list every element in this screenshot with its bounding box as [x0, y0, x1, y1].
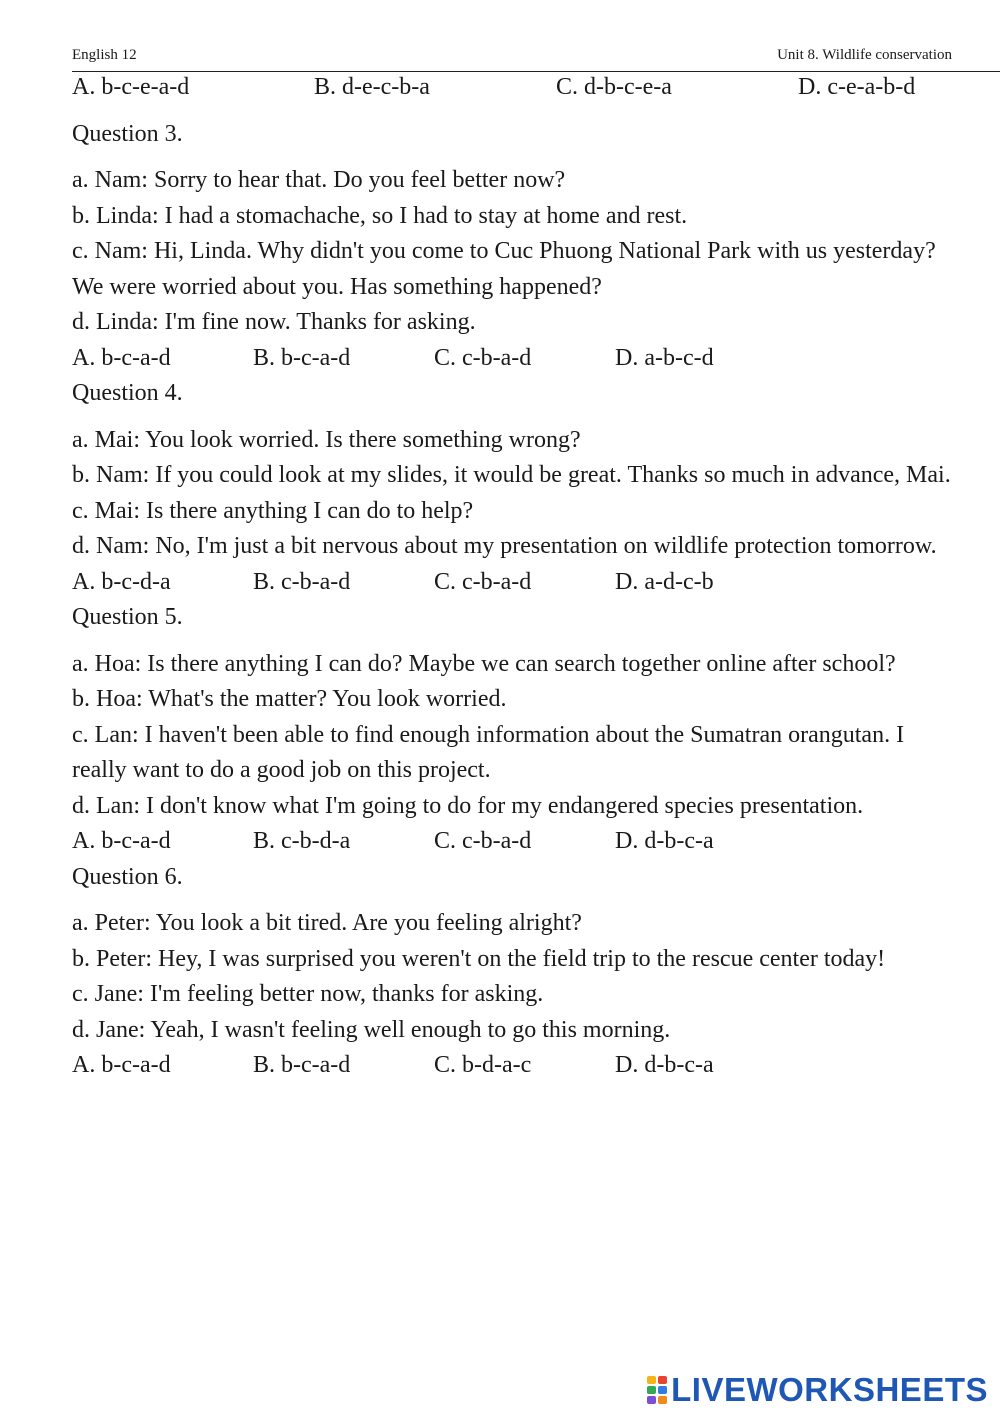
- q2-option-b[interactable]: B. d-e-c-b-a: [314, 74, 430, 100]
- q3-options: [72, 341, 952, 377]
- q4-line-b: b. Nam: If you could look at my slides, it would be great. Thanks so much in advance, Mai.: [72, 462, 951, 488]
- q2-option-c[interactable]: C. d-b-c-e-a: [556, 74, 672, 100]
- q6-option-c[interactable]: C. b-d-a-c: [434, 1052, 532, 1078]
- q4-line-c: c. Mai: Is there anything I can do to help?: [72, 497, 474, 524]
- q5-option-b[interactable]: B. c-b-d-a: [253, 828, 351, 854]
- q6-title: Question 6.: [72, 863, 183, 890]
- q6-option-a[interactable]: A. b-c-a-d: [72, 1052, 171, 1078]
- q5-option-c[interactable]: C. c-b-a-d: [434, 828, 532, 854]
- q4-title: Question 4.: [72, 380, 183, 406]
- q5-options: [72, 824, 952, 860]
- q3-title: Question 3.: [72, 120, 183, 147]
- q6-options: [72, 1048, 952, 1084]
- q6-option-b[interactable]: B. b-c-a-d: [253, 1052, 351, 1078]
- q3-line-c: c. Nam: Hi, Linda. Why didn't you come to Cuc Phuong National Park with us yesterday? We were worried about you. Has something happened?: [72, 238, 936, 300]
- liveworksheets-logo-icon: [647, 1376, 667, 1404]
- q4-options: [72, 565, 952, 601]
- q3-option-b[interactable]: B. b-c-a-d: [253, 344, 351, 371]
- q6-line-a: a. Peter: You look a bit tired. Are you feeling alright?: [72, 910, 582, 936]
- q3-option-a[interactable]: A. b-c-a-d: [72, 344, 171, 371]
- q3-option-d[interactable]: D. a-b-c-d: [615, 344, 714, 371]
- q6-option-d[interactable]: D. d-b-c-a: [615, 1052, 714, 1078]
- q5-line-b: b. Hoa: What's the matter? You look worried.: [72, 686, 507, 712]
- q4-option-d[interactable]: D. a-d-c-b: [615, 568, 714, 595]
- worksheet-content: [72, 70, 952, 1084]
- q3-line-a: a. Nam: Sorry to hear that. Do you feel better now?: [72, 167, 566, 193]
- q4-option-c[interactable]: C. c-b-a-d: [434, 568, 532, 595]
- q6-line-c: c. Jane: I'm feeling better now, thanks for asking.: [72, 981, 544, 1007]
- q4-line-d: d. Nam: No, I'm just a bit nervous about my presentation on wildlife protection tomorrow.: [72, 533, 937, 559]
- q2-option-d[interactable]: D. c-e-a-b-d: [798, 74, 916, 100]
- page-header: [72, 47, 952, 64]
- q5-line-d: d. Lan: I don't know what I'm going to do for my endangered species presentation.: [72, 792, 864, 819]
- liveworksheets-brand[interactable]: [647, 1371, 988, 1409]
- brand-name: LIVEWORKSHEETS: [671, 1371, 988, 1408]
- q6-line-d: d. Jane: Yeah, I wasn't feeling well enough to go this morning.: [72, 1016, 671, 1043]
- q4-option-a[interactable]: A. b-c-d-a: [72, 568, 171, 595]
- q3-option-c[interactable]: C. c-b-a-d: [434, 344, 532, 371]
- q3-line-d: d. Linda: I'm fine now. Thanks for asking.: [72, 309, 476, 335]
- header-subject: English 12: [72, 47, 137, 63]
- header-unit: Unit 8. Wildlife conservation: [777, 47, 952, 63]
- q5-title: Question 5.: [72, 604, 183, 630]
- q3-line-b: b. Linda: I had a stomachache, so I had to stay at home and rest.: [72, 202, 688, 229]
- q5-option-a[interactable]: A. b-c-a-d: [72, 828, 171, 854]
- q4-option-b[interactable]: B. c-b-a-d: [253, 568, 351, 595]
- q6-line-b: b. Peter: Hey, I was surprised you weren't on the field trip to the rescue center today!: [72, 945, 886, 972]
- q5-option-d[interactable]: D. d-b-c-a: [615, 828, 714, 854]
- q5-line-a: a. Hoa: Is there anything I can do? Maybe we can search together online after school?: [72, 650, 896, 677]
- q4-line-a: a. Mai: You look worried. Is there something wrong?: [72, 426, 581, 453]
- q2-option-a[interactable]: A. b-c-e-a-d: [72, 74, 190, 100]
- q5-line-c: c. Lan: I haven't been able to find enough information about the Sumatran orangutan. I really want to do a good job on this project.: [72, 721, 905, 783]
- q2-options: [72, 70, 952, 106]
